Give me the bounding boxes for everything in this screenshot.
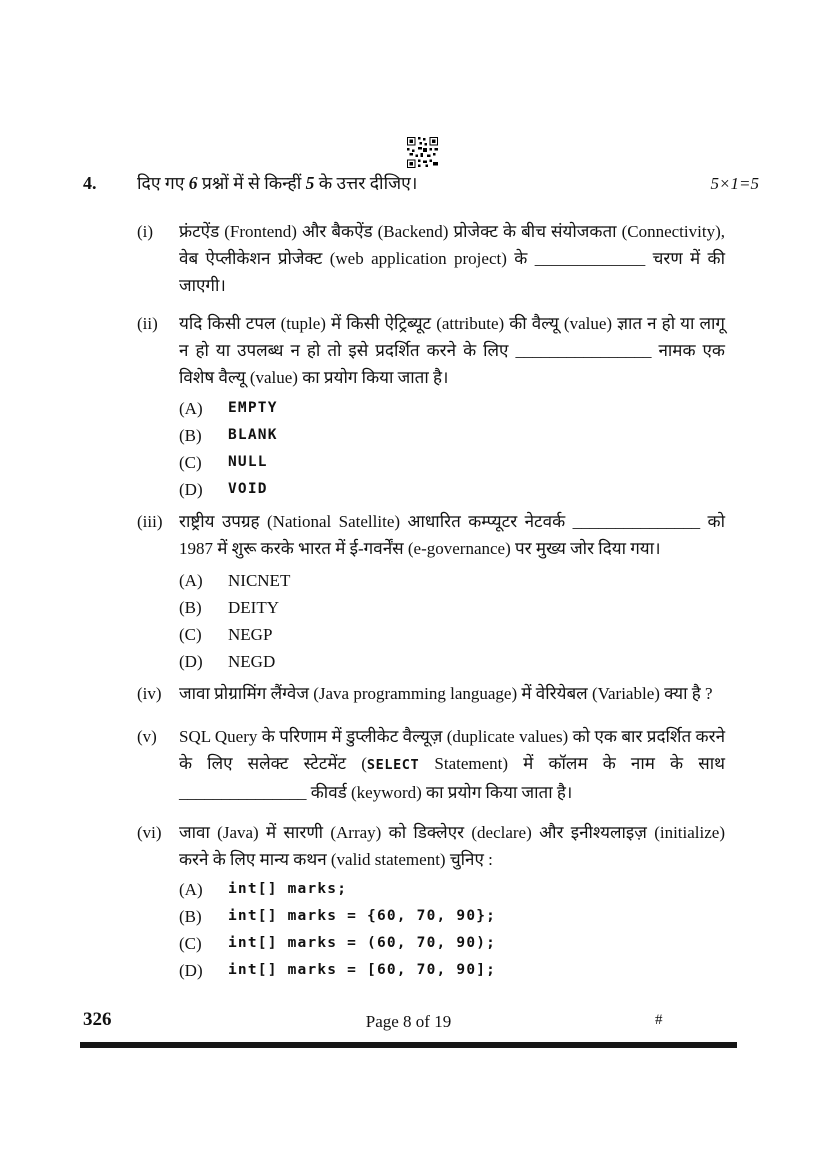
sub-question-text: जावा (Java) में सारणी (Array) को डिक्लेएर (declare) और इनीश्यलाइज़ (initialize) करने के लिए मान्य कथन (valid statement) चुनिए :: [179, 823, 725, 869]
option-text: EMPTY: [228, 400, 278, 416]
inline-code-select: SELECT: [366, 757, 420, 773]
option-label: (A): [179, 399, 203, 418]
sub-question-text: जावा प्रोग्रामिंग लैंग्वेज (Java programming language) में वेरियेबल (Variable) क्या है ?: [179, 684, 713, 703]
sub-question-label: (v): [137, 727, 157, 746]
sub-question-label: (vi): [137, 823, 162, 842]
option-label: (C): [179, 934, 202, 953]
option-row: [179, 476, 725, 503]
option-label: (D): [179, 652, 203, 671]
sub-question-text: यदि किसी टपल (tuple) में किसी ऐट्रिब्यूट (attribute) की वैल्यू (value) ज्ञात न हो या लागू न हो या उपलब्ध न हो तो इसे प्रदर्शित करने के लिए ________________ नामक एक विशेष वैल्यू (value) का प्रयोग किया जाता है।: [179, 314, 725, 387]
question-intro: दिए गए 6 प्रश्नों में से किन्हीं 5 के उत्तर दीजिए।: [137, 173, 418, 193]
question-4-header: [83, 171, 759, 196]
option-label: (B): [179, 598, 202, 617]
option-row: [179, 930, 725, 957]
option-label: (C): [179, 453, 202, 472]
option-label: (A): [179, 571, 203, 590]
paper-code: 326: [83, 1009, 112, 1030]
option-row: [179, 395, 725, 422]
footer-rule: [80, 1042, 737, 1048]
sub-question-ii: [137, 310, 727, 503]
sub-question-iv: [137, 680, 727, 707]
question-4-section: [83, 171, 759, 984]
option-label: (C): [179, 625, 202, 644]
option-row: [179, 449, 725, 476]
option-text: NEGD: [228, 652, 276, 671]
option-text: NICNET: [228, 571, 291, 590]
options-list: [179, 567, 725, 675]
hash-mark: #: [655, 1012, 663, 1028]
option-label: (D): [179, 480, 203, 499]
sub-question-text: SQL Query के परिणाम में डुप्लीकेट वैल्यूज़ (duplicate values) को एक बार प्रदर्शित करने के लिए सलेक्ट स्टेटमेंट (SELECT Statement) में कॉलम के नाम के साथ _______________ कीवर्ड (keyword) का प्रयोग किया जाता है।: [179, 727, 725, 802]
sub-question-text: फ्रंटऐंड (Frontend) और बैकऐंड (Backend) प्रोजेक्ट के बीच संयोजकता (Connectivity), वेब ऐप्लीकेशन प्रोजेक्ट (web application project) के _____________ चरण में की जाएगी।: [179, 222, 725, 295]
sub-question-text: राष्ट्रीय उपग्रह (National Satellite) आधारित कम्प्यूटर नेटवर्क _______________ को 1987 में शुरू करके भारत में ई-गवर्नेंस (e-governance) पर मुख्य जोर दिया गया।: [179, 512, 725, 558]
option-label: (B): [179, 907, 202, 926]
intro-count-questions: 6: [188, 173, 198, 193]
question-number: 4.: [83, 173, 97, 193]
sub-question-label: (i): [137, 222, 154, 241]
option-label: (B): [179, 426, 202, 445]
option-label: (A): [179, 880, 203, 899]
intro-count-answers: 5: [305, 173, 315, 193]
sub-question-label: (iv): [137, 684, 162, 703]
sub-question-label: (ii): [137, 314, 158, 333]
option-row: [179, 594, 725, 621]
sub-question-v: [137, 723, 727, 806]
option-text: DEITY: [228, 598, 279, 617]
marks-scheme: 5×1=5: [710, 174, 759, 193]
option-text: VOID: [228, 481, 268, 497]
sub-question-i: [137, 218, 727, 299]
option-row: [179, 903, 725, 930]
options-list: [179, 876, 725, 984]
sub-question-label: (iii): [137, 512, 163, 531]
option-text: NULL: [228, 454, 268, 470]
option-row: [179, 567, 725, 594]
option-text: int[] marks = (60, 70, 90);: [228, 935, 497, 951]
option-label: (D): [179, 961, 203, 980]
option-row: [179, 957, 725, 984]
option-row: [179, 648, 725, 675]
option-row: [179, 621, 725, 648]
option-text: BLANK: [228, 427, 278, 443]
options-list: [179, 395, 725, 503]
qr-code-icon: [407, 137, 438, 168]
sub-question-vi: [137, 819, 727, 984]
option-row: [179, 876, 725, 903]
option-text: int[] marks;: [228, 881, 348, 897]
page-number: Page 8 of 19: [365, 1012, 452, 1031]
option-text: NEGP: [228, 625, 273, 644]
option-text: int[] marks = {60, 70, 90};: [228, 908, 497, 924]
option-row: [179, 422, 725, 449]
sub-question-iii: [137, 508, 727, 675]
option-text: int[] marks = [60, 70, 90];: [228, 962, 497, 978]
